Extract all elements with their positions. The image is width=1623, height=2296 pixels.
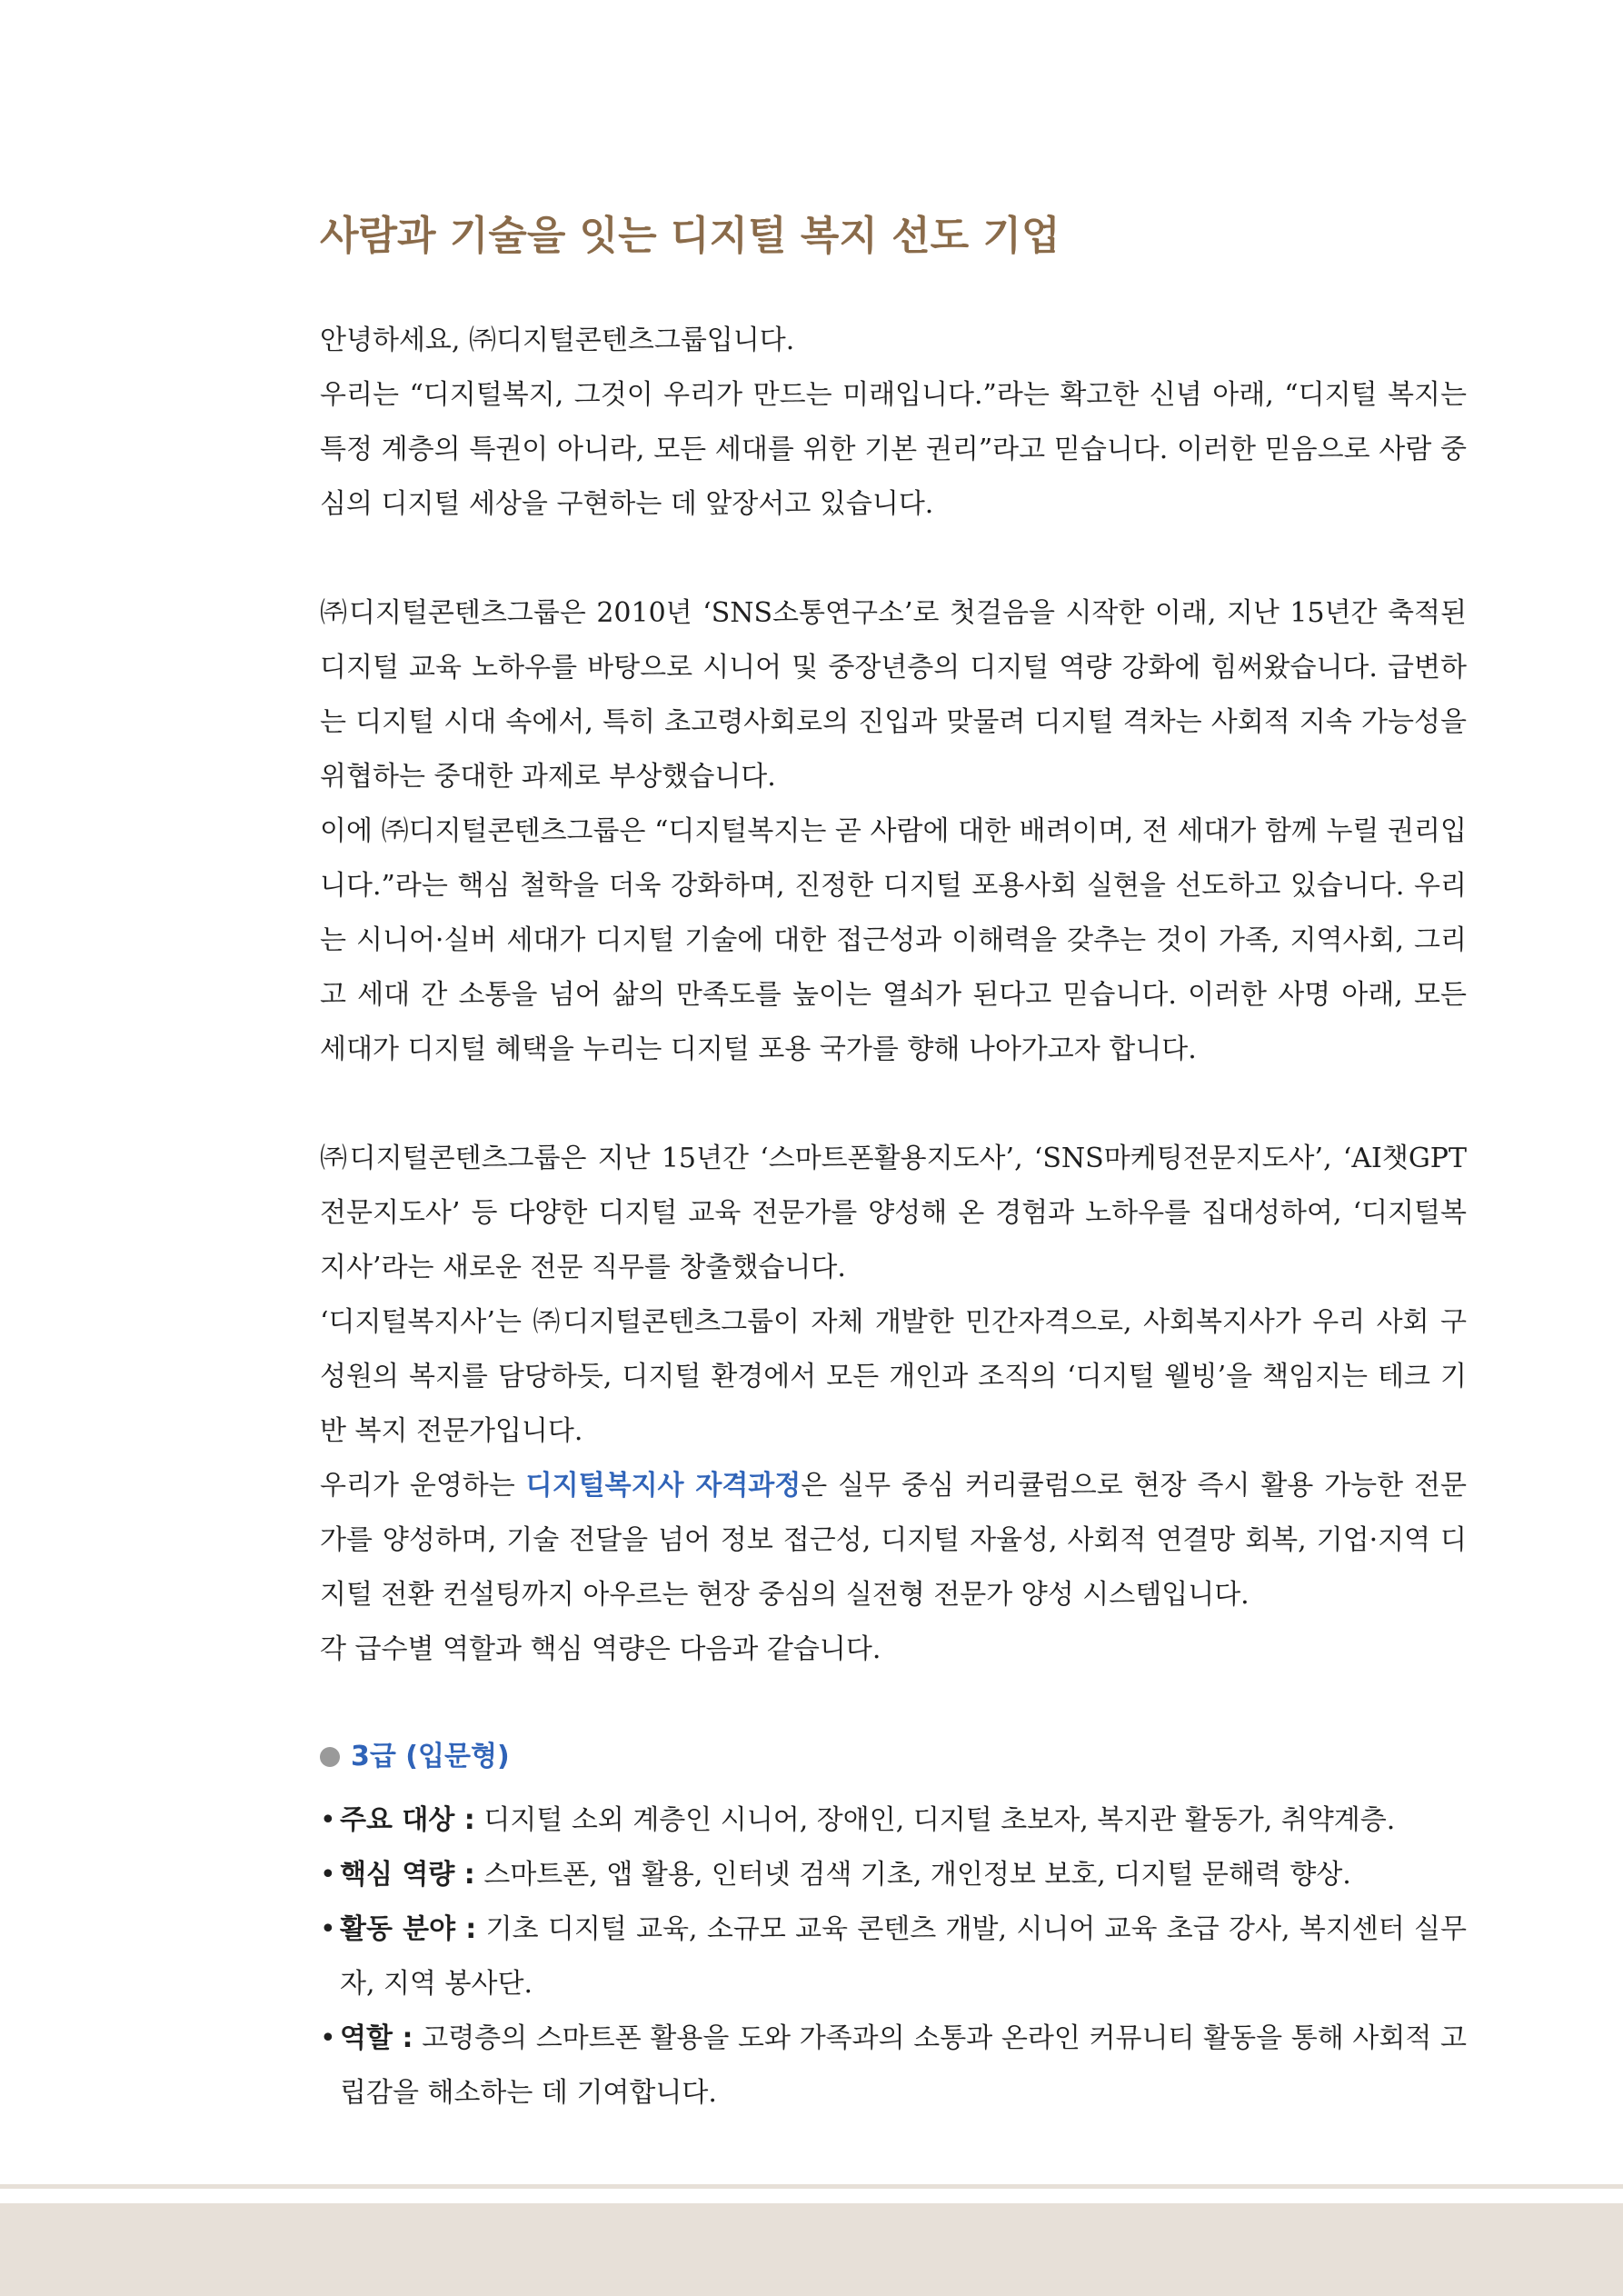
list-item-text: 스마트폰, 앱 활용, 인터넷 검색 기초, 개인정보 보호, 디지털 문해력 향상. [474, 1859, 1351, 1891]
grade-details-list [320, 1793, 1467, 2121]
grade-heading [320, 1730, 1467, 1784]
list-item-label: 활동 분야 : [340, 1913, 477, 1945]
footer-band [0, 2203, 1623, 2296]
bullet-dot-icon [320, 1747, 340, 1767]
program-paragraph-1: ㈜디지털콘텐츠그룹은 지난 15년간 ‘스마트폰활용지도사’, ‘SNS마케팅전문지도사’, ‘AI챗GPT전문지도사’ 등 다양한 디지털 교육 전문가를 양성해 온 경험과 노하우를 집대성하여, ‘디지털복지사’라는 새로운 전문 직무를 창출했습니다. [320, 1143, 1467, 1283]
program-paragraph-3 [320, 1459, 1467, 1622]
paragraph-gap [320, 1077, 1467, 1132]
list-item-label: 핵심 역량 : [340, 1859, 475, 1891]
document-body [320, 205, 1467, 2121]
list-item [320, 1902, 1467, 2011]
list-item [320, 2011, 1467, 2121]
history-paragraph-2: 이에 ㈜디지털콘텐츠그룹은 “디지털복지는 곧 사람에 대한 배려이며, 전 세대가 함께 누릴 권리입니다.”라는 핵심 철학을 더욱 강화하며, 진정한 디지털 포용사회 실현을 선도하고 있습니다. 우리는 시니어·실버 세대가 디지털 기술에 대한 접근성과 이해력을 갖추는 것이 가족, 지역사회, 그리고 세대 간 소통을 넘어 삶의 만족도를 높이는 열쇠가 된다고 믿습니다. 이러한 사명 아래, 모든 세대가 디지털 혜택을 누리는 디지털 포용 국가를 향해 나아가고자 합니다. [320, 815, 1467, 1065]
paragraph-gap [320, 532, 1467, 586]
program-paragraph-4: 각 급수별 역할과 핵심 역량은 다음과 같습니다. [320, 1633, 881, 1665]
grade-heading-label: 3급 (입문형) [351, 1741, 510, 1772]
program-p3-suffix: 은 실무 중심 커리큘럼으로 현장 즉시 활용 가능한 전문가를 양성하며, 기술 전달을 넘어 정보 접근성, 디지털 자율성, 사회적 연결망 회복, 기업·지역 디지털 전환 컨설팅까지 아우르는 현장 중심의 실전형 전문가 양성 시스템입니다. [320, 1470, 1467, 1611]
program-p3-prefix: 우리가 운영하는 [320, 1470, 526, 1502]
list-item-label: 주요 대상 : [340, 1804, 475, 1836]
intro-belief: 우리는 “디지털복지, 그것이 우리가 만드는 미래입니다.”라는 확고한 신념 아래, “디지털 복지는 특정 계층의 특권이 아니라, 모든 세대를 위한 기본 권리”라고 믿습니다. 이러한 믿음으로 사람 중심의 디지털 세상을 구현하는 데 앞장서고 있습니다. [320, 379, 1467, 520]
footer-divider [0, 2184, 1623, 2189]
program-paragraph-2: ‘디지털복지사’는 ㈜디지털콘텐츠그룹이 자체 개발한 민간자격으로, 사회복지사가 우리 사회 구성원의 복지를 담당하듯, 디지털 환경에서 모든 개인과 조직의 ‘디지털 웰빙’을 책임지는 테크 기반 복지 전문가입니다. [320, 1306, 1467, 1447]
page-title: 사람과 기술을 잇는 디지털 복지 선도 기업 [320, 213, 1060, 259]
list-item-text: 고령층의 스마트폰 활용을 도와 가족과의 소통과 온라인 커뮤니티 활동을 통해 사회적 고립감을 해소하는 데 기여합니다. [340, 2022, 1467, 2109]
history-paragraph-1: ㈜디지털콘텐츠그룹은 2010년 ‘SNS소통연구소’로 첫걸음을 시작한 이래, 지난 15년간 축적된 디지털 교육 노하우를 바탕으로 시니어 및 중장년층의 디지털 역량 강화에 힘써왔습니다. 급변하는 디지털 시대 속에서, 특히 초고령사회로의 진입과 맞물려 디지털 격차는 사회적 지속 가능성을 위협하는 중대한 과제로 부상했습니다. [320, 597, 1467, 793]
list-item-label: 역할 : [340, 2022, 413, 2054]
list-item [320, 1793, 1467, 1848]
list-item [320, 1848, 1467, 1902]
list-item-text: 디지털 소외 계층인 시니어, 장애인, 디지털 초보자, 복지관 활동가, 취약계층. [474, 1804, 1396, 1836]
certification-course-link[interactable]: 디지털복지사 자격과정 [525, 1470, 802, 1502]
list-item-text: 기초 디지털 교육, 소규모 교육 콘텐츠 개발, 시니어 교육 초급 강사, 복지센터 실무자, 지역 봉사단. [340, 1913, 1467, 2000]
intro-greeting: 안녕하세요, ㈜디지털콘텐츠그룹입니다. [320, 324, 795, 356]
